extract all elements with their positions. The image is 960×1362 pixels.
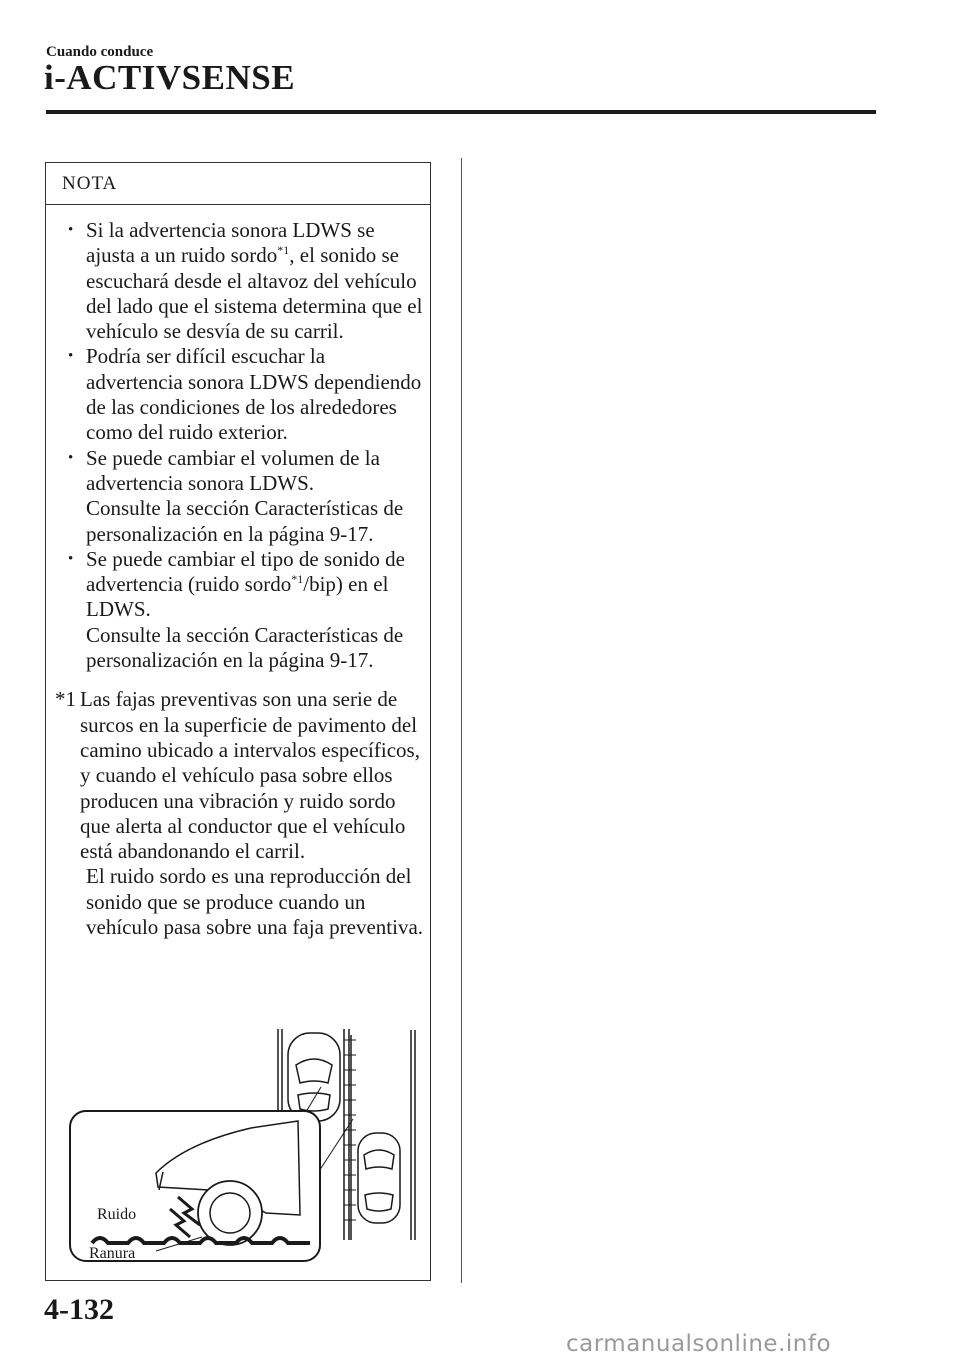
note-bullet-text: Consulte la sección Características de personalización en la página 9-17. — [86, 496, 404, 546]
watermark-link[interactable]: carmanualsonline.info — [566, 1331, 832, 1357]
section-header-label: Cuando conduce — [46, 44, 154, 60]
note-bullet-text: , el sonido se escuchará desde el altavoz del vehículo del lado que el sistema determina que el vehículo se desvía de su carril. — [86, 243, 423, 344]
footnote-ref: *1 — [277, 243, 290, 258]
list-item — [46, 547, 430, 673]
note-bullet-text: /bip) en el LDWS. — [86, 572, 389, 622]
note-header — [46, 163, 430, 205]
rumble-strip-illustration — [66, 1025, 426, 1265]
bullet-icon: • — [68, 449, 74, 466]
header-rule — [46, 110, 876, 114]
note-text — [46, 218, 430, 940]
note-bullet-text: Se puede cambiar el volumen de la advertencia sonora LDWS. — [86, 445, 380, 495]
footnote-mark: *1 — [55, 687, 76, 712]
page-title: i-ACTIVSENSE — [44, 58, 296, 97]
note-box — [45, 162, 431, 1281]
footnote-text: Las fajas preventivas son una serie de surcos en la superficie de pavimento del camino ubicado a intervalos específicos, y cuando el vehículo pasa sobre ellos producen una vibración y ruido sordo que alerta al conductor que el vehículo está abandonando el carril. — [80, 687, 420, 864]
footnote-ref: *1 — [291, 572, 304, 587]
label-groove: Ranura — [89, 1245, 136, 1262]
list-item — [46, 344, 430, 445]
label-noise: Ruido — [97, 1206, 137, 1223]
footnote-extra-text: El ruido sordo es una reproducción del sonido que se produce cuando un vehículo pasa sobre una faja preventiva. — [86, 864, 424, 940]
footnote — [46, 687, 430, 940]
note-title: NOTA — [62, 173, 118, 194]
bullet-icon: • — [68, 550, 74, 567]
list-item — [46, 218, 430, 344]
note-bullet-text: Se puede cambiar el tipo de sonido de advertencia (ruido sordo — [86, 546, 405, 597]
note-bullet-text: Consulte la sección Características de personalización en la página 9-17. — [86, 622, 404, 673]
bullet-icon: • — [68, 222, 74, 238]
note-bullet-text: Podría ser difícil escuchar la advertencia sonora LDWS dependiendo de las condiciones de los alrededores como del ruido exterior. — [86, 344, 422, 445]
list-item — [46, 446, 430, 547]
note-bullet-text: Si la advertencia sonora LDWS se ajusta a un ruido sordo — [86, 218, 375, 268]
bullet-icon: • — [68, 348, 74, 365]
page-number: 4-132 — [44, 1293, 114, 1326]
column-divider — [461, 158, 462, 1283]
